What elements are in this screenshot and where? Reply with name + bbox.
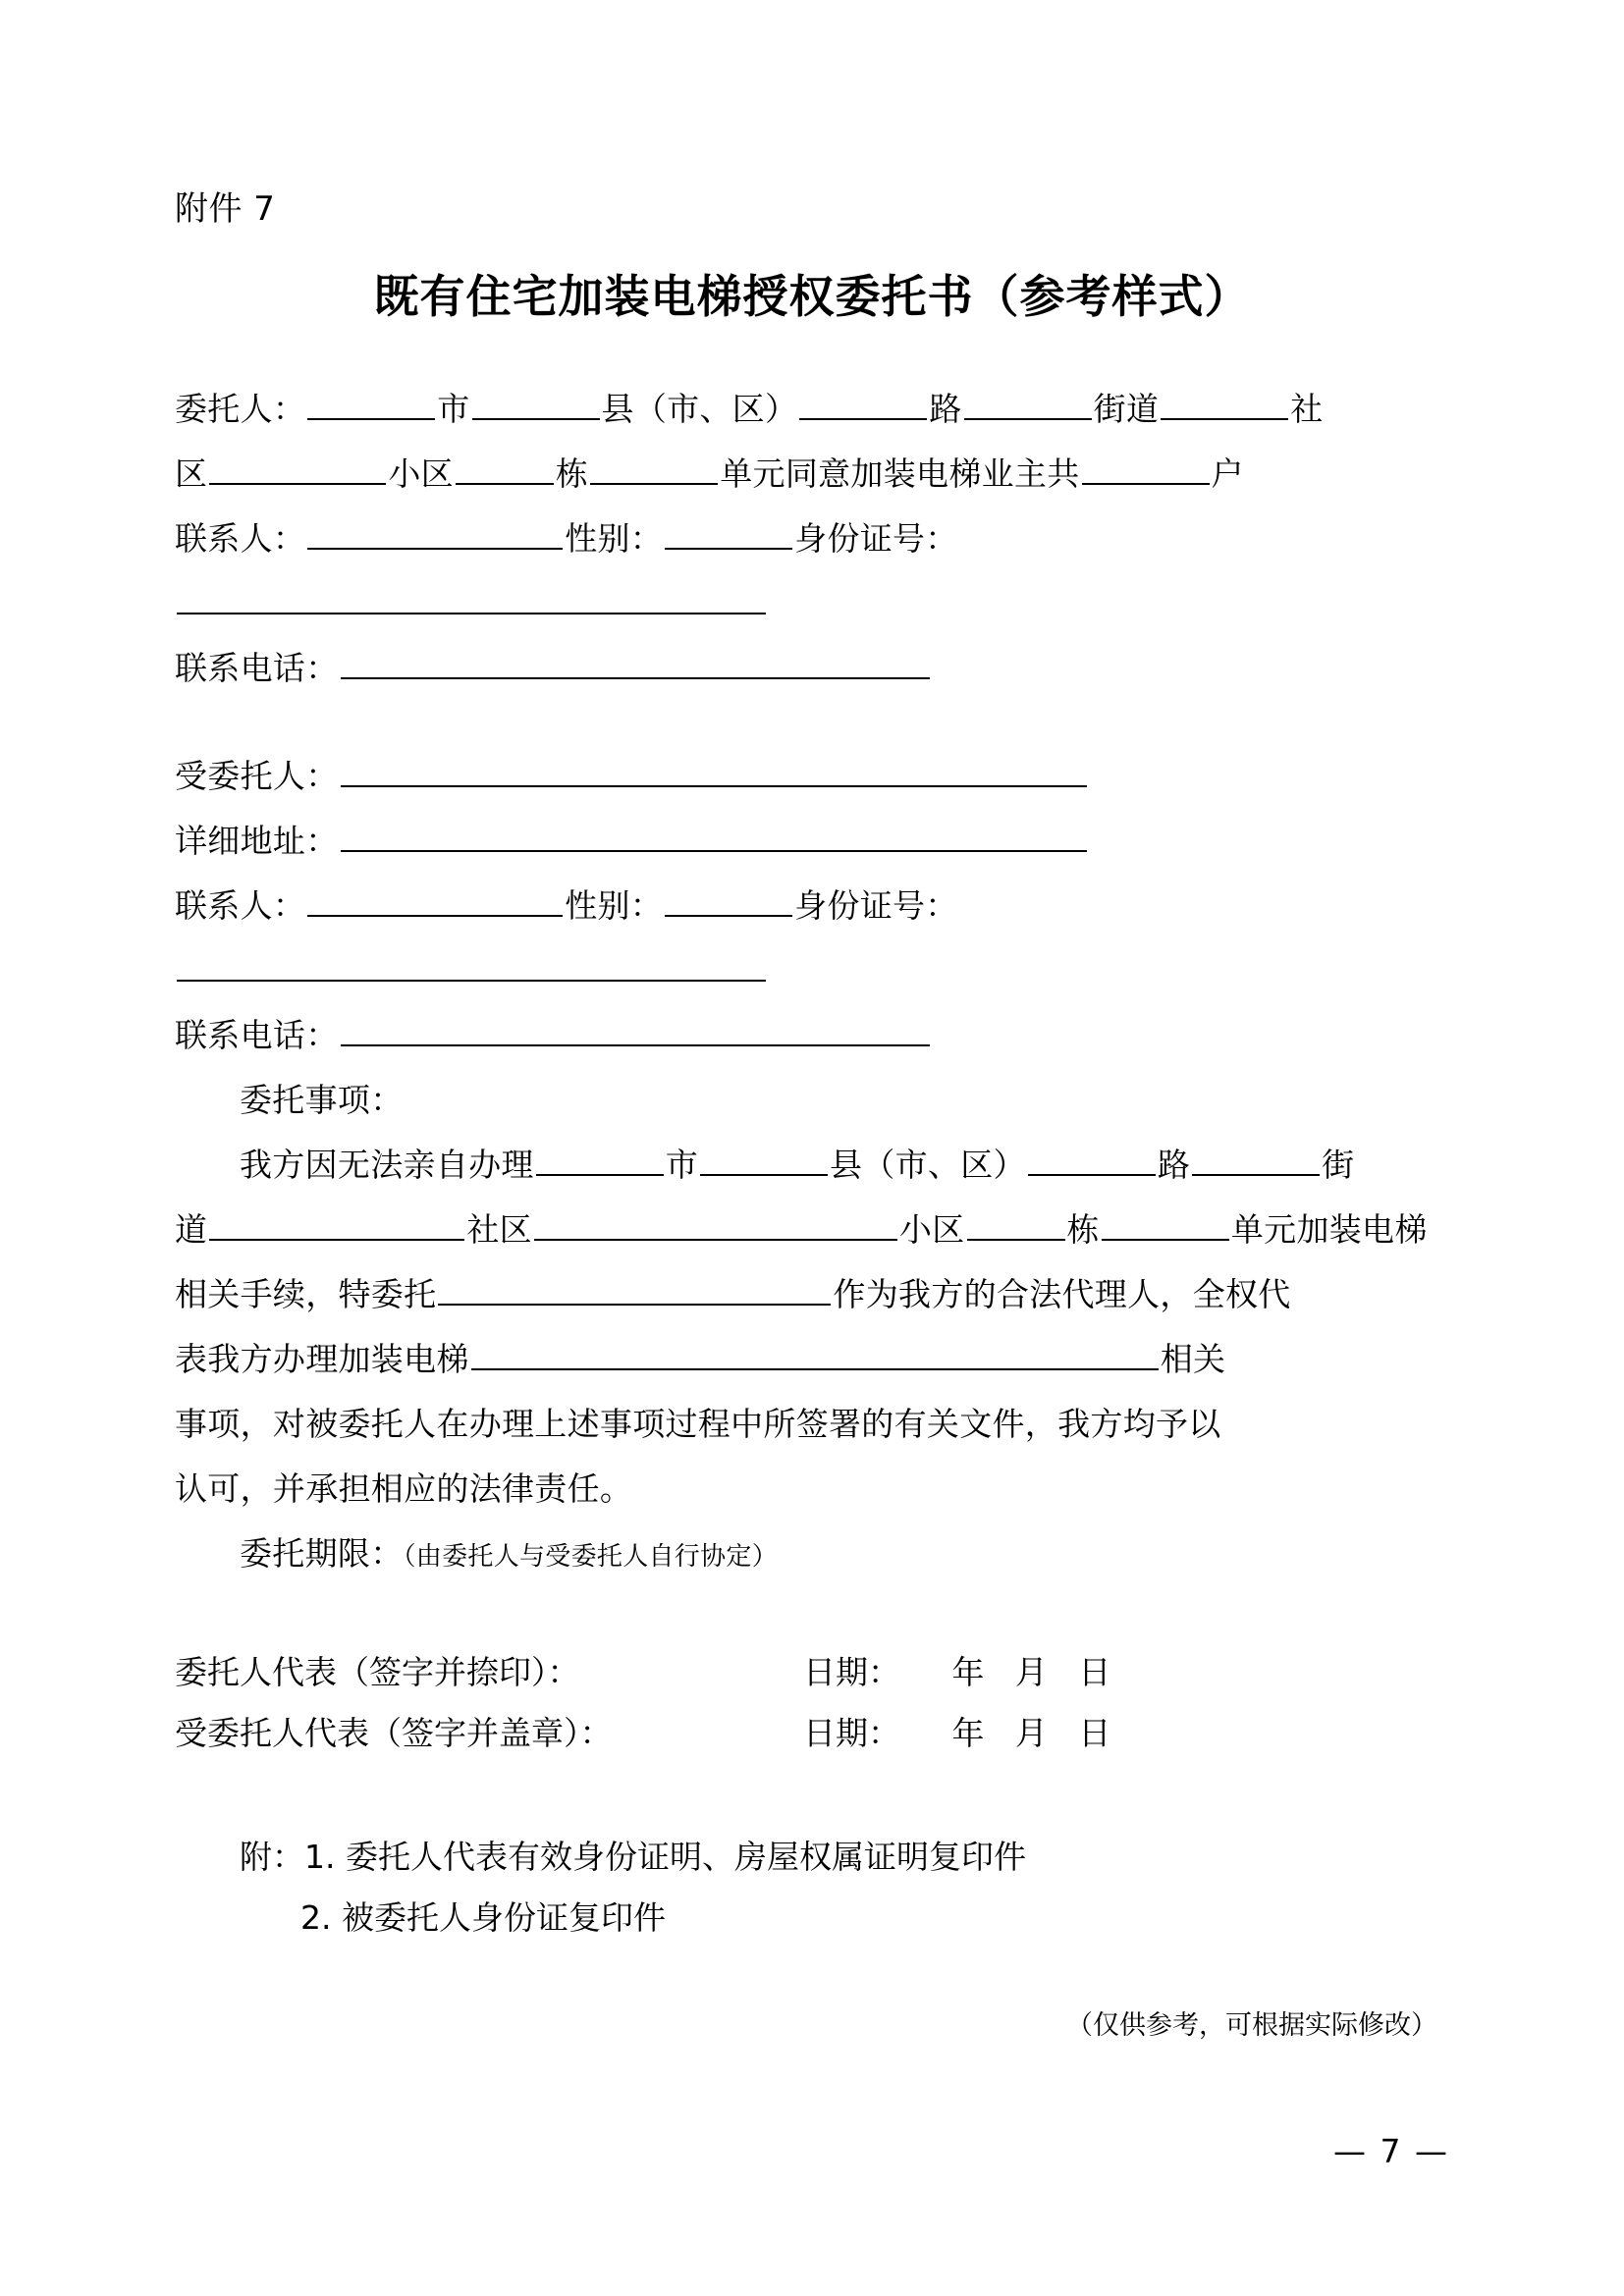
client-phone-line xyxy=(175,636,1449,701)
client-signature-row xyxy=(175,1642,1449,1703)
trustee-id-label: 身份证号： xyxy=(794,885,958,925)
matters-p2-e: 单元加装电梯 xyxy=(1230,1209,1428,1249)
matters-paragraph-5: 事项，对被委托人在办理上述事项过程中所签署的有关文件，我方均予以 xyxy=(175,1404,1221,1443)
district-label: 区 xyxy=(175,454,208,493)
matters-paragraph-1 xyxy=(175,1133,1449,1198)
matters-p1-a: 我方因无法亲自办理 xyxy=(240,1145,534,1184)
attachment-list xyxy=(175,1827,1449,1949)
matters-paragraph-3 xyxy=(175,1262,1449,1327)
trustee-contact-line xyxy=(175,874,1449,1003)
blank-trustee-phone xyxy=(341,1015,930,1046)
trustee-name-line xyxy=(175,744,1449,809)
blank-city xyxy=(307,389,435,420)
blank-phone xyxy=(341,648,930,679)
reference-footnote: （仅供参考，可根据实际修改） xyxy=(1066,2009,1437,2041)
blank-district xyxy=(209,454,386,485)
page-title: 既有住宅加装电梯授权委托书（参考样式） xyxy=(373,269,1251,323)
attachment-item-2: 2. 被委托人身份证复印件 xyxy=(300,1897,666,1937)
matters-p1-c: 县（市、区） xyxy=(830,1145,1026,1184)
blank-elevator-matters xyxy=(471,1339,1159,1370)
client-rep-label: 委托人代表（签字并捺印）： xyxy=(175,1652,580,1691)
trustee-rep-date: 日期： 年 月 日 xyxy=(803,1713,1111,1752)
matters-heading-text: 委托事项： xyxy=(240,1080,404,1119)
matters-p2-a: 道 xyxy=(175,1209,208,1249)
trustee-signature-row xyxy=(175,1703,1449,1764)
community-unit: 社 xyxy=(1290,389,1324,428)
matters-section xyxy=(175,1068,1449,1589)
blank-agent-name xyxy=(438,1274,831,1306)
page-number: — 7 — xyxy=(1333,2132,1449,2170)
trustee-section xyxy=(175,744,1449,1068)
trustee-phone-label: 联系电话： xyxy=(175,1015,339,1054)
blank-contact-person xyxy=(307,518,563,550)
trustee-label: 受委托人： xyxy=(175,756,339,795)
blank-trustee-address xyxy=(341,821,1087,852)
blank-gender xyxy=(665,518,792,550)
matters-p1-b: 市 xyxy=(665,1145,699,1184)
city-unit: 市 xyxy=(437,389,470,428)
matters-p2-c: 小区 xyxy=(898,1209,965,1249)
term-note: （由委托人与受委托人自行协定） xyxy=(403,1541,779,1572)
blank-road xyxy=(799,389,927,420)
matters-p3-a: 相关手续，特委托 xyxy=(175,1274,437,1313)
trustee-phone-line xyxy=(175,1003,1449,1068)
client-label: 委托人： xyxy=(175,389,306,428)
blank-m-community xyxy=(534,1209,897,1241)
attachment-item-1-text: 1. 委托人代表有效身份证明、房屋权属证明复印件 xyxy=(304,1837,1026,1876)
trustee-gender-label: 性别： xyxy=(565,885,664,925)
client-address-line xyxy=(175,377,1449,442)
blank-community xyxy=(1161,389,1288,420)
blank-m-xiaoqu xyxy=(967,1209,1065,1241)
attachment-prefix: 附： xyxy=(240,1837,304,1876)
road-unit: 路 xyxy=(929,389,962,428)
unit-consent-text: 单元同意加装电梯业主共 xyxy=(720,454,1080,493)
section-spacer xyxy=(175,701,1449,744)
blank-trustee-contact xyxy=(307,885,563,917)
trustee-address-line xyxy=(175,809,1449,874)
street-unit: 街道 xyxy=(1093,389,1160,428)
client-section xyxy=(175,377,1449,701)
matters-p4-a: 表我方办理加装电梯 xyxy=(175,1339,469,1378)
household-unit: 户 xyxy=(1211,454,1244,493)
matters-p2-d: 栋 xyxy=(1066,1209,1100,1249)
term-label: 委托期限： xyxy=(240,1533,404,1573)
matters-heading xyxy=(175,1068,1449,1133)
client-contact-line xyxy=(175,507,1449,636)
matters-p4-b: 相关 xyxy=(1160,1339,1226,1378)
blank-m-building xyxy=(1102,1209,1229,1241)
county-unit: 县（市、区） xyxy=(601,389,798,428)
phone-label: 联系电话： xyxy=(175,648,339,687)
contact-person-label: 联系人： xyxy=(175,518,306,558)
matters-paragraph-4 xyxy=(175,1327,1449,1392)
matters-p1-e: 街 xyxy=(1322,1145,1355,1184)
xiaoqu-unit: 小区 xyxy=(388,454,454,493)
client-address-line-2 xyxy=(175,442,1449,507)
building-unit: 栋 xyxy=(555,454,589,493)
blank-m-road xyxy=(1028,1145,1156,1176)
blank-m-district xyxy=(209,1209,464,1241)
trustee-contact-label: 联系人： xyxy=(175,885,306,925)
matters-p1-d: 路 xyxy=(1157,1145,1191,1184)
blank-id-number xyxy=(177,583,766,614)
blank-trustee-id xyxy=(177,950,766,982)
blank-street xyxy=(964,389,1092,420)
attachment-item-1 xyxy=(240,1827,1449,1888)
matters-paragraph-6: 认可，并承担相应的法律责任。 xyxy=(175,1468,633,1508)
blank-m-street xyxy=(1192,1145,1320,1176)
gender-label: 性别： xyxy=(565,518,664,558)
blank-building xyxy=(590,454,718,485)
attachment-label: 附件 7 xyxy=(175,189,276,229)
blank-household-count xyxy=(1082,454,1210,485)
blank-trustee-name xyxy=(341,756,1087,787)
blank-m-city xyxy=(536,1145,664,1176)
matters-p2-b: 社区 xyxy=(466,1209,532,1249)
blank-trustee-gender xyxy=(665,885,792,917)
blank-xiaoqu xyxy=(456,454,554,485)
trustee-rep-label: 受委托人代表（签字并盖章）： xyxy=(175,1713,613,1752)
client-rep-date: 日期： 年 月 日 xyxy=(803,1652,1111,1691)
matters-paragraph-2 xyxy=(175,1198,1449,1262)
matters-p3-b: 作为我方的合法代理人，全权代 xyxy=(833,1274,1291,1313)
address-label: 详细地址： xyxy=(175,821,339,860)
id-label: 身份证号： xyxy=(794,518,958,558)
blank-county xyxy=(472,389,600,420)
signature-section xyxy=(175,1642,1449,1764)
matters-term-line xyxy=(175,1522,1449,1589)
blank-m-county xyxy=(700,1145,828,1176)
